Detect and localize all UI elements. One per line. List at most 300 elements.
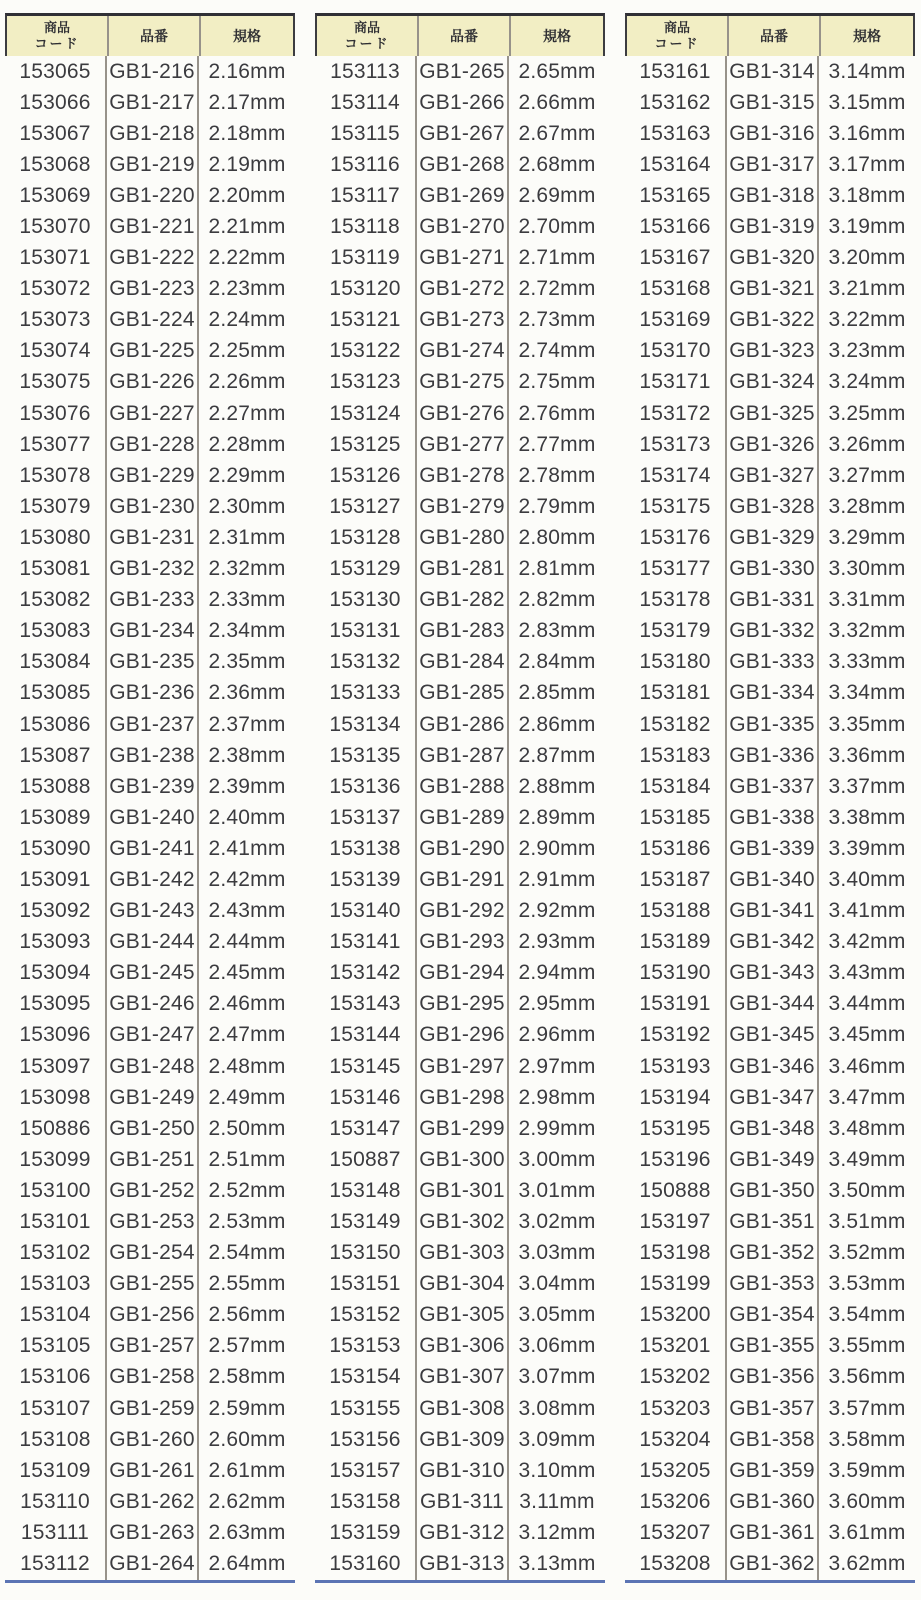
- table-row: [625, 1175, 915, 1206]
- spec-cell: 2.89mm: [518, 805, 596, 829]
- spec-cell: 2.87mm: [518, 743, 596, 767]
- table-row: [625, 180, 915, 211]
- product-code-cell: 153208: [625, 1549, 727, 1580]
- table-row: [625, 1517, 915, 1548]
- table-row: [625, 896, 915, 927]
- spec-cell: 3.18mm: [828, 183, 906, 207]
- table-row: [625, 522, 915, 553]
- spec-cell: 2.86mm: [518, 712, 596, 736]
- product-code-cell: 153106: [5, 1362, 107, 1393]
- table-row: [5, 211, 295, 242]
- table-row: [625, 367, 915, 398]
- part-number-cell: GB1-289: [417, 802, 509, 833]
- table-row: [625, 87, 915, 118]
- part-number-cell: GB1-228: [107, 429, 199, 460]
- product-code-cell: 153183: [625, 740, 727, 771]
- spec-cell: 2.46mm: [208, 992, 286, 1016]
- part-number-cell: GB1-296: [417, 1020, 509, 1051]
- product-code-cell: 153136: [315, 771, 417, 802]
- part-number-cell: GB1-271: [417, 243, 509, 274]
- table-row: [625, 740, 915, 771]
- table-row: [315, 1486, 605, 1517]
- table-row: [5, 958, 295, 989]
- part-number-cell: GB1-242: [107, 864, 199, 895]
- spec-cell: 3.44mm: [828, 992, 906, 1016]
- product-code-cell: 153207: [625, 1517, 727, 1548]
- table-row: [5, 585, 295, 616]
- part-number-cell: GB1-293: [417, 927, 509, 958]
- spec-cell: 2.32mm: [208, 557, 286, 581]
- part-number-cell: GB1-355: [727, 1331, 819, 1362]
- part-number-cell: GB1-233: [107, 585, 199, 616]
- spec-cell: 2.92mm: [518, 899, 596, 923]
- part-number-cell: GB1-226: [107, 367, 199, 398]
- table-row: [625, 1424, 915, 1455]
- product-code-cell: 153124: [315, 398, 417, 429]
- part-number-cell: GB1-291: [417, 864, 509, 895]
- part-number-cell: GB1-292: [417, 896, 509, 927]
- part-number-cell: GB1-353: [727, 1269, 819, 1300]
- table-row: [315, 305, 605, 336]
- spec-cell: 2.50mm: [208, 1116, 286, 1140]
- spec-cell: 2.40mm: [208, 805, 286, 829]
- spec-cell: 3.19mm: [828, 215, 906, 239]
- spec-cell: 3.56mm: [828, 1365, 906, 1389]
- spec-cell: 3.33mm: [828, 650, 906, 674]
- spec-cell: 3.40mm: [828, 867, 906, 891]
- part-number-cell: GB1-281: [417, 554, 509, 585]
- spec-cell: 3.43mm: [828, 961, 906, 985]
- table-body: [315, 56, 605, 1583]
- spec-cell: 2.90mm: [518, 836, 596, 860]
- product-code-cell: 153073: [5, 305, 107, 336]
- spec-cell: 3.11mm: [519, 1489, 595, 1513]
- product-code-cell: 153201: [625, 1331, 727, 1362]
- part-number-cell: GB1-317: [727, 149, 819, 180]
- product-code-cell: 153079: [5, 491, 107, 522]
- table-row: [315, 802, 605, 833]
- spec-cell: 2.60mm: [208, 1427, 286, 1451]
- spec-cell: 3.04mm: [518, 1272, 596, 1296]
- product-code-cell: 153070: [5, 211, 107, 242]
- table-row: [625, 243, 915, 274]
- product-code-cell: 153202: [625, 1362, 727, 1393]
- part-number-cell: GB1-270: [417, 211, 509, 242]
- part-number-cell: GB1-322: [727, 305, 819, 336]
- product-code-cell: 150888: [625, 1175, 727, 1206]
- part-number-cell: GB1-333: [727, 647, 819, 678]
- spec-cell: 3.03mm: [518, 1241, 596, 1265]
- table-row: [315, 398, 605, 429]
- part-number-cell: GB1-299: [417, 1113, 509, 1144]
- part-number-cell: GB1-268: [417, 149, 509, 180]
- part-number-cell: GB1-263: [107, 1517, 199, 1548]
- table-header-row: [315, 13, 605, 56]
- spec-cell: 2.52mm: [208, 1178, 286, 1202]
- part-number-cell: GB1-218: [107, 118, 199, 149]
- product-code-cell: 153142: [315, 958, 417, 989]
- part-number-cell: GB1-335: [727, 709, 819, 740]
- product-code-cell: 153175: [625, 491, 727, 522]
- part-number-cell: GB1-279: [417, 491, 509, 522]
- part-number-cell: GB1-248: [107, 1051, 199, 1082]
- spec-cell: 2.44mm: [208, 930, 286, 954]
- table-row: [625, 1082, 915, 1113]
- spec-cell: 2.75mm: [518, 370, 596, 394]
- spec-cell: 3.48mm: [828, 1116, 906, 1140]
- product-code-cell: 153093: [5, 927, 107, 958]
- product-code-cell: 153091: [5, 864, 107, 895]
- spec-cell: 3.15mm: [828, 90, 906, 114]
- table-row: [5, 771, 295, 802]
- table-row: [5, 616, 295, 647]
- table-body: [5, 56, 295, 1583]
- product-code-cell: 153105: [5, 1331, 107, 1362]
- table-row: [625, 709, 915, 740]
- part-number-cell: GB1-288: [417, 771, 509, 802]
- table-row: [5, 554, 295, 585]
- table-row: [625, 771, 915, 802]
- product-code-cell: 153163: [625, 118, 727, 149]
- spec-cell: 3.41mm: [828, 899, 906, 923]
- part-number-cell: GB1-341: [727, 896, 819, 927]
- part-number-cell: GB1-261: [107, 1455, 199, 1486]
- table-row: [315, 647, 605, 678]
- part-number-cell: GB1-251: [107, 1144, 199, 1175]
- product-code-cell: 153120: [315, 274, 417, 305]
- spec-cell: 2.79mm: [518, 494, 596, 518]
- part-number-cell: GB1-361: [727, 1517, 819, 1548]
- spec-cell: 2.88mm: [518, 774, 596, 798]
- product-code-cell: 153165: [625, 180, 727, 211]
- part-number-cell: GB1-360: [727, 1486, 819, 1517]
- spec-cell: 3.59mm: [828, 1458, 906, 1482]
- part-number-cell: GB1-217: [107, 87, 199, 118]
- part-number-cell: GB1-349: [727, 1144, 819, 1175]
- spec-cell: 2.67mm: [518, 121, 596, 145]
- table-row: [315, 616, 605, 647]
- table-row: [625, 336, 915, 367]
- product-code-cell: 153178: [625, 585, 727, 616]
- product-code-cell: 153164: [625, 149, 727, 180]
- table-row: [5, 1424, 295, 1455]
- part-number-cell: GB1-328: [727, 491, 819, 522]
- table-row: [315, 429, 605, 460]
- spec-cell: 2.82mm: [518, 588, 596, 612]
- product-code-cell: 153204: [625, 1424, 727, 1455]
- product-code-cell: 153139: [315, 864, 417, 895]
- part-number-cell: GB1-262: [107, 1486, 199, 1517]
- product-code-cell: 153167: [625, 243, 727, 274]
- part-number-cell: GB1-235: [107, 647, 199, 678]
- product-code-header-line1: 商品: [663, 20, 690, 36]
- part-number-cell: GB1-310: [417, 1455, 509, 1486]
- product-code-cell: 153072: [5, 274, 107, 305]
- table-row: [315, 1549, 605, 1580]
- part-number-cell: GB1-337: [727, 771, 819, 802]
- spec-cell: 2.35mm: [208, 650, 286, 674]
- table-row: [5, 243, 295, 274]
- table-row: [5, 740, 295, 771]
- table-row: [5, 989, 295, 1020]
- part-number-cell: GB1-314: [727, 56, 819, 87]
- product-code-cell: 153143: [315, 989, 417, 1020]
- product-code-cell: 153152: [315, 1300, 417, 1331]
- table-row: [5, 336, 295, 367]
- table-row: [315, 740, 605, 771]
- product-code-cell: 153151: [315, 1269, 417, 1300]
- product-code-cell: 153140: [315, 896, 417, 927]
- product-code-cell: 153117: [315, 180, 417, 211]
- product-code-cell: 153189: [625, 927, 727, 958]
- table-row: [315, 709, 605, 740]
- product-code-cell: 153187: [625, 864, 727, 895]
- part-number-cell: GB1-316: [727, 118, 819, 149]
- table-row: [5, 1517, 295, 1548]
- product-code-cell: 153107: [5, 1393, 107, 1424]
- product-code-cell: 153094: [5, 958, 107, 989]
- product-code-cell: 153109: [5, 1455, 107, 1486]
- table-row: [315, 1393, 605, 1424]
- spec-cell: 2.96mm: [518, 1023, 596, 1047]
- part-number-cell: GB1-307: [417, 1362, 509, 1393]
- part-number-cell: GB1-276: [417, 398, 509, 429]
- product-code-cell: 153126: [315, 460, 417, 491]
- spec-cell: 3.58mm: [828, 1427, 906, 1451]
- table-row: [625, 429, 915, 460]
- table-row: [315, 491, 605, 522]
- spec-cell: 3.45mm: [828, 1023, 906, 1047]
- spec-cell: 2.98mm: [518, 1085, 596, 1109]
- part-number-cell: GB1-338: [727, 802, 819, 833]
- part-number-cell: GB1-334: [727, 678, 819, 709]
- product-code-header-line2: コード: [344, 36, 390, 51]
- table-row: [625, 398, 915, 429]
- product-code-cell: 153188: [625, 896, 727, 927]
- table-row: [5, 429, 295, 460]
- column-header-spec: 規格: [233, 27, 261, 44]
- product-code-cell: 153092: [5, 896, 107, 927]
- table-row: [5, 56, 295, 87]
- spec-cell: 3.00mm: [518, 1147, 596, 1171]
- part-number-cell: GB1-237: [107, 709, 199, 740]
- spec-cell: 3.08mm: [518, 1396, 596, 1420]
- table-row: [5, 87, 295, 118]
- table-row: [315, 1206, 605, 1237]
- table-row: [625, 864, 915, 895]
- product-code-cell: 153141: [315, 927, 417, 958]
- part-number-cell: GB1-359: [727, 1455, 819, 1486]
- table-row: [5, 1206, 295, 1237]
- spec-cell: 3.09mm: [518, 1427, 596, 1451]
- spec-cell: 2.48mm: [208, 1054, 286, 1078]
- product-code-cell: 153200: [625, 1300, 727, 1331]
- table-row: [5, 1020, 295, 1051]
- product-code-cell: 153099: [5, 1144, 107, 1175]
- part-number-cell: GB1-258: [107, 1362, 199, 1393]
- part-number-cell: GB1-311: [417, 1486, 509, 1517]
- part-number-cell: GB1-332: [727, 616, 819, 647]
- spec-cell: 2.84mm: [518, 650, 596, 674]
- spec-cell: 2.37mm: [208, 712, 286, 736]
- table-row: [315, 1269, 605, 1300]
- product-code-cell: 153065: [5, 56, 107, 87]
- part-number-cell: GB1-254: [107, 1238, 199, 1269]
- part-number-cell: GB1-346: [727, 1051, 819, 1082]
- column-header-product-code: [7, 16, 109, 56]
- table-row: [625, 833, 915, 864]
- part-number-cell: GB1-354: [727, 1300, 819, 1331]
- product-code-cell: 153116: [315, 149, 417, 180]
- part-number-cell: GB1-326: [727, 429, 819, 460]
- product-code-cell: 153087: [5, 740, 107, 771]
- part-number-cell: GB1-230: [107, 491, 199, 522]
- product-code-cell: 153121: [315, 305, 417, 336]
- spec-cell: 2.45mm: [208, 961, 286, 985]
- product-code-cell: 153110: [5, 1486, 107, 1517]
- product-code-cell: 153192: [625, 1020, 727, 1051]
- part-number-cell: GB1-244: [107, 927, 199, 958]
- table-row: [625, 305, 915, 336]
- table-row: [5, 1238, 295, 1269]
- spec-cell: 2.99mm: [518, 1116, 596, 1140]
- product-code-cell: 153135: [315, 740, 417, 771]
- spec-cell: 3.57mm: [828, 1396, 906, 1420]
- product-code-cell: 153177: [625, 554, 727, 585]
- product-code-cell: 153128: [315, 522, 417, 553]
- spec-cell: 2.21mm: [208, 215, 286, 239]
- product-code-cell: 153161: [625, 56, 727, 87]
- product-code-cell: 153098: [5, 1082, 107, 1113]
- product-table-3: [625, 13, 915, 1583]
- part-number-cell: GB1-274: [417, 336, 509, 367]
- part-number-cell: GB1-243: [107, 896, 199, 927]
- table-row: [625, 1113, 915, 1144]
- spec-cell: 3.10mm: [518, 1458, 596, 1482]
- part-number-cell: GB1-331: [727, 585, 819, 616]
- table-row: [5, 1269, 295, 1300]
- product-code-cell: 153144: [315, 1020, 417, 1051]
- table-row: [5, 1051, 295, 1082]
- spec-cell: 2.63mm: [208, 1520, 286, 1544]
- part-number-cell: GB1-247: [107, 1020, 199, 1051]
- table-row: [625, 554, 915, 585]
- table-row: [5, 1082, 295, 1113]
- product-code-cell: 153148: [315, 1175, 417, 1206]
- table-row: [625, 1393, 915, 1424]
- product-code-cell: 153075: [5, 367, 107, 398]
- product-code-cell: 153101: [5, 1206, 107, 1237]
- part-number-cell: GB1-241: [107, 833, 199, 864]
- spec-cell: 2.34mm: [208, 619, 286, 643]
- part-number-cell: GB1-295: [417, 989, 509, 1020]
- part-number-cell: GB1-224: [107, 305, 199, 336]
- spec-cell: 3.32mm: [828, 619, 906, 643]
- part-number-cell: GB1-300: [417, 1144, 509, 1175]
- product-code-cell: 153193: [625, 1051, 727, 1082]
- spec-cell: 2.55mm: [208, 1272, 286, 1296]
- product-code-cell: 153153: [315, 1331, 417, 1362]
- table-row: [625, 1020, 915, 1051]
- part-number-cell: GB1-313: [417, 1549, 509, 1580]
- column-header-product-code: [317, 16, 419, 56]
- table-row: [315, 1175, 605, 1206]
- spec-cell: 3.01mm: [518, 1178, 596, 1202]
- column-header-part-number: 品番: [109, 16, 201, 56]
- part-number-cell: GB1-229: [107, 460, 199, 491]
- product-code-cell: 153102: [5, 1238, 107, 1269]
- product-code-cell: 153074: [5, 336, 107, 367]
- product-code-cell: 153195: [625, 1113, 727, 1144]
- part-number-cell: GB1-225: [107, 336, 199, 367]
- part-number-cell: GB1-266: [417, 87, 509, 118]
- spec-cell: 2.70mm: [518, 215, 596, 239]
- table-row: [5, 647, 295, 678]
- column-header-spec: 規格: [853, 27, 881, 44]
- product-code-cell: 153154: [315, 1362, 417, 1393]
- product-code-cell: 153159: [315, 1517, 417, 1548]
- spec-cell: 3.54mm: [828, 1303, 906, 1327]
- part-number-cell: GB1-245: [107, 958, 199, 989]
- spec-cell: 3.31mm: [828, 588, 906, 612]
- product-code-cell: 153182: [625, 709, 727, 740]
- product-code-cell: 153149: [315, 1206, 417, 1237]
- product-code-cell: 153198: [625, 1238, 727, 1269]
- table-row: [315, 274, 605, 305]
- product-code-cell: 153115: [315, 118, 417, 149]
- table-row: [315, 118, 605, 149]
- spec-cell: 2.54mm: [208, 1241, 286, 1265]
- part-number-cell: GB1-304: [417, 1269, 509, 1300]
- product-code-cell: 153082: [5, 585, 107, 616]
- table-row: [5, 1113, 295, 1144]
- product-code-cell: 153067: [5, 118, 107, 149]
- spec-cell: 2.51mm: [208, 1147, 286, 1171]
- table-row: [625, 989, 915, 1020]
- table-row: [625, 1331, 915, 1362]
- product-code-cell: 153088: [5, 771, 107, 802]
- table-row: [315, 864, 605, 895]
- product-code-cell: 153129: [315, 554, 417, 585]
- part-number-cell: GB1-351: [727, 1206, 819, 1237]
- part-number-cell: GB1-223: [107, 274, 199, 305]
- spec-cell: 2.26mm: [208, 370, 286, 394]
- spec-cell: 2.74mm: [518, 339, 596, 363]
- part-number-cell: GB1-238: [107, 740, 199, 771]
- part-number-cell: GB1-343: [727, 958, 819, 989]
- product-code-cell: 153089: [5, 802, 107, 833]
- part-number-cell: GB1-284: [417, 647, 509, 678]
- part-number-cell: GB1-325: [727, 398, 819, 429]
- table-row: [5, 802, 295, 833]
- table-row: [5, 927, 295, 958]
- product-code-cell: 153071: [5, 243, 107, 274]
- product-code-cell: 153068: [5, 149, 107, 180]
- table-row: [5, 1549, 295, 1580]
- part-number-cell: GB1-345: [727, 1020, 819, 1051]
- part-number-cell: GB1-257: [107, 1331, 199, 1362]
- spec-cell: 2.97mm: [518, 1054, 596, 1078]
- table-row: [5, 398, 295, 429]
- spec-cell: 3.21mm: [828, 277, 906, 301]
- spec-cell: 2.36mm: [208, 681, 286, 705]
- spec-cell: 2.80mm: [518, 525, 596, 549]
- product-code-cell: 150886: [5, 1113, 107, 1144]
- spec-cell: 2.33mm: [208, 588, 286, 612]
- table-row: [315, 243, 605, 274]
- product-table-2: [315, 13, 605, 1583]
- spec-cell: 3.16mm: [828, 121, 906, 145]
